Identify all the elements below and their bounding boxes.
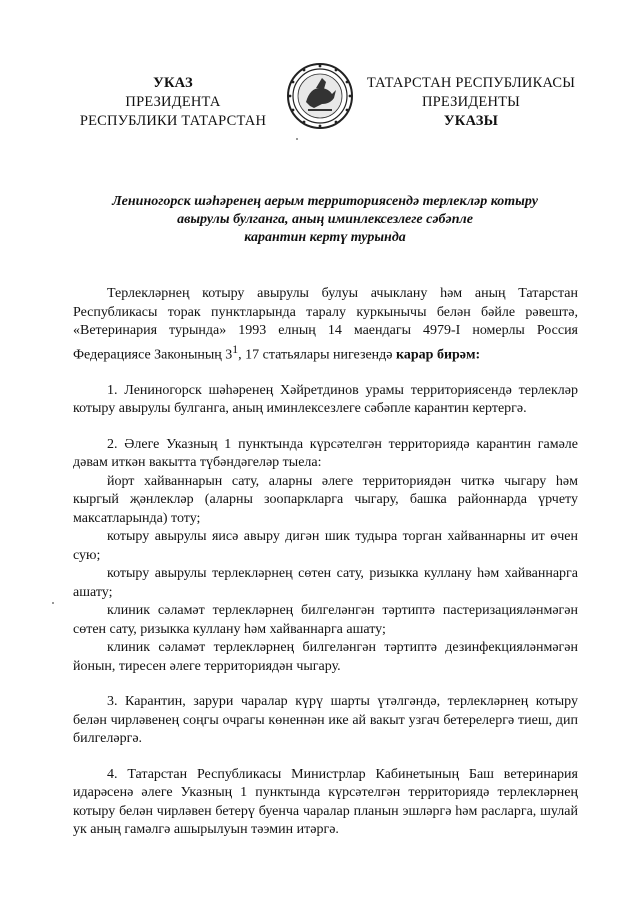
header-right-tatar xyxy=(352,74,590,131)
paragraph-1: 1. Лениногорск шәһәренең Хәйретдинов урамы территориясендә терлекләр котыру авырулы булганга, аның иминлексезлеге сәбәпле карантин кертергә. xyxy=(73,382,578,417)
tatarstan-emblem-icon xyxy=(286,62,354,130)
header-left-line-1: УКАЗ xyxy=(153,75,193,91)
preamble-text: Терлекләрнең котыру авырулы булуы ачыклану һәм аның Татарстан Республикасы торак пунктларында таралу куркынычы белән бәйле рәвештә, «Ветеринария турында» 1993 елның 14 маендагы 4979-I номерлы Россия Федерациясе Законының 3 xyxy=(73,286,578,363)
preamble-text-after: , 17 статьялары нигезендә xyxy=(238,347,397,363)
header-right-line-2: ПРЕЗИДЕНТЫ xyxy=(421,94,521,110)
list-item: клиник сәламәт терлекләрнең билгеләнгән тәртиптә дезинфекцияләнмәгән йонын, тиресен әлеге территориядән чыгару. xyxy=(73,640,578,674)
paragraph-3: 3. Карантин, зарури чаралар күрү шарты үтәлгәндә, терлекләрнең котыру белән чирләвенең соңгы очрагы көненнән ике ай вакыт узгач бетерелергә тиеш, дип билгеләргә. xyxy=(73,694,578,747)
list-item: котыру авырулы терлекләрнең сөтен сату, ризыкка куллану һәм хайваннарга ашату; xyxy=(73,566,578,600)
header-right-line-1: ТАТАРСТАН РЕСПУБЛИКАСЫ xyxy=(366,75,576,91)
scan-speck xyxy=(52,602,54,604)
header-left-line-2: ПРЕЗИДЕНТА xyxy=(125,94,221,110)
title-line-3: карантин кертү турында xyxy=(244,230,406,245)
decree-body xyxy=(73,285,578,857)
paragraph-4: 4. Татарстан Республикасы Министрлар Кабинетының Баш ветеринария идарәсенә әлеге Указның 1 пунктында күрсәтелгән территориядә терлекләрнең котыру белән чирләвен бетерү буенча чаралар планын эшләргә һәм расларга, шулай ук аның гамәлгә ашырылуын тәэмин итәргә. xyxy=(73,766,578,838)
decree-title xyxy=(70,193,580,247)
list-item: клиник сәламәт терлекләрнең билгеләнгән тәртиптә пастеризацияләнмәгән сөтен сату, ризыкка куллану һәм хайваннарга ашату; xyxy=(73,603,578,637)
paragraph-2 xyxy=(73,436,578,677)
scan-speck xyxy=(296,138,298,140)
header-left-line-3: РЕСПУБЛИКИ ТАТАРСТАН xyxy=(79,113,267,129)
paragraph-2-intro: 2. Әлеге Указның 1 пунктында күрсәтелгән территориядә карантин гамәле дәвам иткән вакытта түбәндәгеләр тыела: xyxy=(73,436,578,471)
list-item: котыру авырулы яисә авыру дигән шик тудыра торган хайваннарны ит өчен сую; xyxy=(73,529,578,563)
preamble-paragraph xyxy=(73,285,578,365)
header-left-russian xyxy=(74,74,272,131)
header-right-line-3: УКАЗЫ xyxy=(443,113,499,129)
preamble-resolution: карар бирәм: xyxy=(396,347,481,363)
title-line-1: Лениногорск шәһәренең аерым территориясендә терлекләр котыру xyxy=(112,194,538,209)
title-line-2: авырулы булганга, аның иминлексезлеге сәбәпле xyxy=(177,212,473,227)
preamble-superscript: 1 xyxy=(232,342,239,356)
list-item: йорт хайваннарын сату, аларны әлеге территориядән читкә чыгару һәм кыргый җәнлекләр (аларны зоопаркларга чыгару, башка районнарда үрчету максатларында) тоту; xyxy=(73,473,578,526)
